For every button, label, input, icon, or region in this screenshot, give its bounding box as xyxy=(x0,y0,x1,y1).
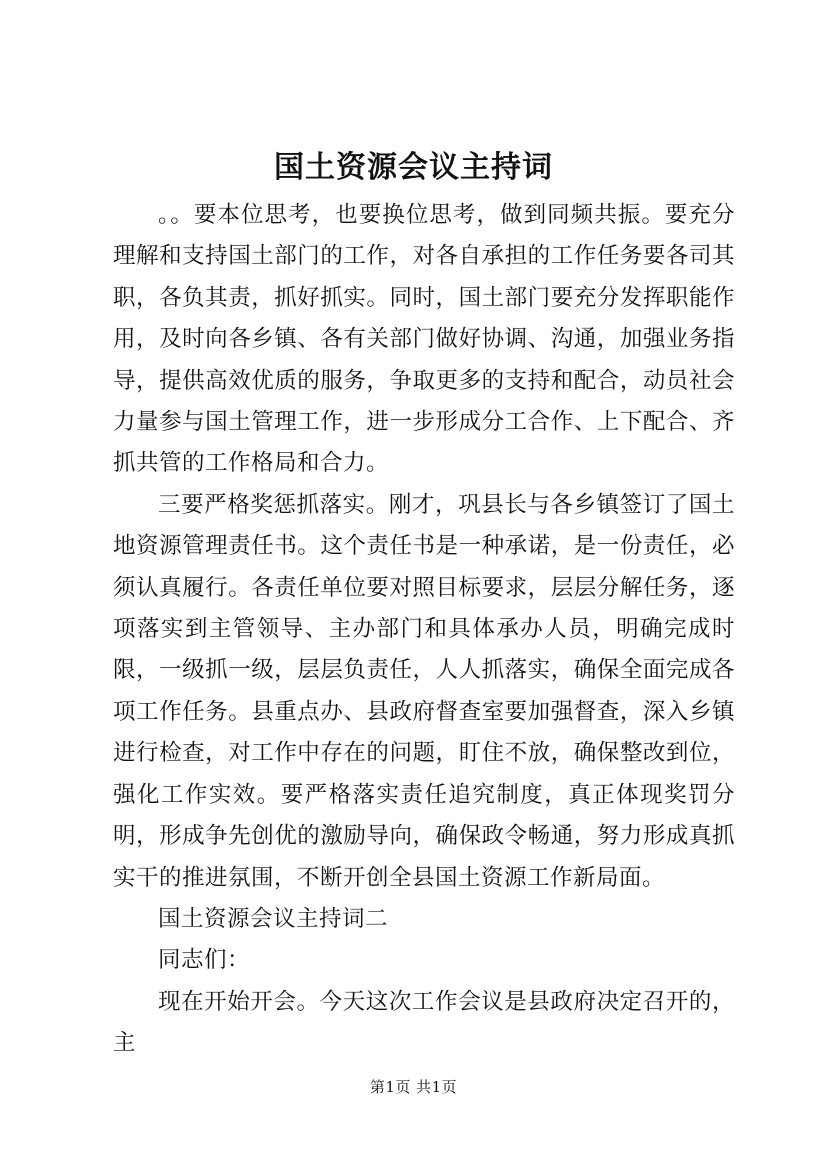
paragraph-1: 。。要本位思考，也要换位思考，做到同频共振。要充分理解和支持国土部门的工作，对各自承担的工作任务要各司其职，各负其责，抓好抓实。同时，国土部门要充分发挥职能作用，及时向各乡镇、各有关部门做好协调、沟通，加强业务指导，提供高效优质的服务，争取更多的支持和配合，动员社会力量参与国土管理工作，进一步形成分工合作、上下配合、齐抓共管的工作格局和合力。 xyxy=(113,202,735,477)
document-title: 国土资源会议主持词 xyxy=(274,150,553,185)
paragraph-2: 三要严格奖惩抓落实。刚才，巩县长与各乡镇签订了国土地资源管理责任书。这个责任书是一种承诺，是一份责任，必须认真履行。各责任单位要对照目标要求，层层分解任务，逐项落实到主管领导、主办部门和具体承办人员，明确完成时限，一级抓一级，层层负责任，人人抓落实，确保全面完成各项工作任务。县重点办、县政府督查室要加强督查，深入乡镇进行检查，对工作中存在的问题，盯住不放，确保整改到位，强化工作实效。要严格落实责任追究制度，真正体现奖罚分明，形成争先创优的激励导向，确保政令畅通，努力形成真抓实干的推进氛围，不断开创全县国土资源工作新局面。 xyxy=(113,491,735,891)
paragraph-3: 现在开始开会。今天这次工作会议是县政府决定召开的，主 xyxy=(113,988,735,1057)
salutation: 同志们： xyxy=(158,947,251,974)
section-heading: 国土资源会议主持词二 xyxy=(158,905,389,932)
page-footer: 第1页 共1页 xyxy=(369,1078,458,1096)
document-body xyxy=(113,195,735,1065)
